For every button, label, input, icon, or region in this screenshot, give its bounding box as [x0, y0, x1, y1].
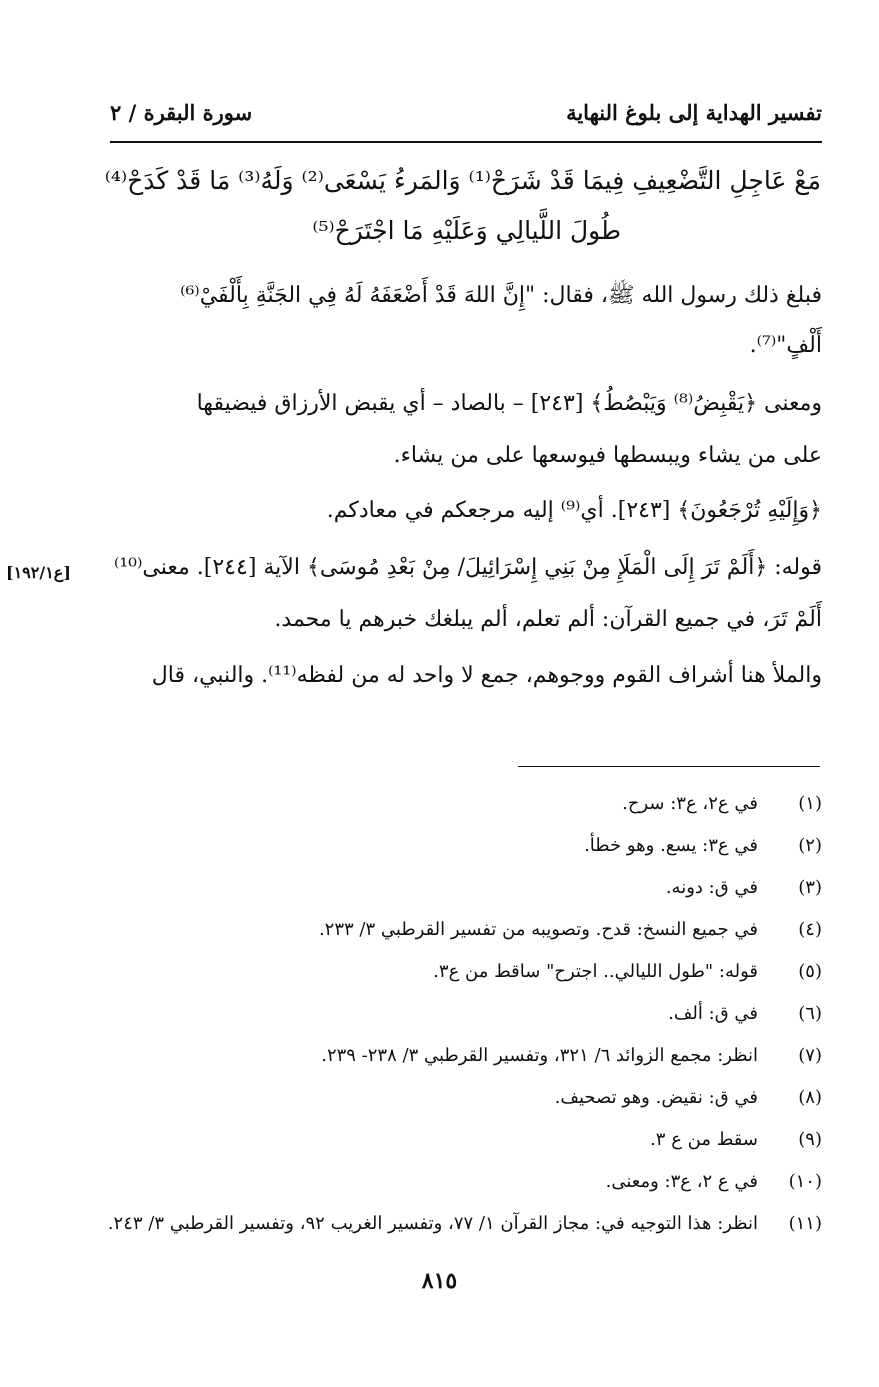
running-header [110, 100, 822, 125]
footnote-number: (٨) [798, 1087, 822, 1108]
footnote-item [110, 877, 822, 919]
footnote-text: انظر: هذا التوجيه في: مجاز القرآن ١/ ٧٧، وتفسير الغريب ٩٢، وتفسير القرطبي ٣/ ٢٤٣. [107, 1213, 758, 1234]
paragraph-return-line: ﴿وَإِلَيْهِ تُرْجَعُونَ﴾ [٢٤٣]. أي⁽⁹⁾ إليه مرجعكم في معادكم. [326, 498, 822, 523]
footnote-item [110, 793, 822, 835]
footnote-text: قوله: "طول الليالي.. اجترح" ساقط من ع٣. [433, 961, 758, 982]
surah-title: سورة البقرة / ٢ [110, 100, 253, 125]
footnote-text: في ع٣: يسع. وهو خطأ. [584, 835, 758, 856]
footnote-item [110, 1171, 822, 1213]
footnote-number: (٦) [798, 1003, 822, 1024]
paragraph-verse-quote-line-1: قوله: ﴿أَلَمْ تَرَ إِلَى الْمَلَإِ مِنْ بَنِي إِسْرَائِيلَ/ مِنْ بَعْدِ مُوسَى﴾ الآية [٢٤٤]. معنى⁽¹⁰⁾ [113, 555, 822, 580]
footnotes-list [107, 793, 822, 1255]
footnote-number: (٧) [798, 1045, 822, 1066]
footnote-text: سقط من ع ٣. [650, 1129, 758, 1150]
footnote-item [110, 1003, 822, 1045]
verse-line-2: طُولَ اللَّيالِي وَعَلَيْهِ مَا اجْتَرَحْ⁽⁵⁾ [312, 216, 621, 245]
paragraph-mala-line: والملأ هنا أشراف القوم ووجوهم، جمع لا واحد له من لفظه⁽¹¹⁾. والنبي، قال [151, 663, 822, 688]
footnote-number: (٥) [798, 961, 822, 982]
footnote-rule [518, 766, 820, 767]
paragraph-hadith-line-1: فبلغ ذلك رسول الله ﷺ، فقال: "إِنَّ اللهَ قَدْ أَضْعَفَهُ لَهُ فِي الجَنَّةِ بِأَلْفَيْ⁽⁶⁾ [180, 283, 822, 308]
footnote-number: (١١) [788, 1213, 822, 1234]
footnote-text: في ق: ألف. [668, 1003, 758, 1024]
footnote-text: في ع ٢، ع٣: ومعنى. [605, 1171, 758, 1192]
footnote-text: في ق: نقيض. وهو تصحيف. [554, 1087, 758, 1108]
footnote-item [110, 961, 822, 1003]
paragraph-hadith-line-2: أَلْفٍ"⁽⁷⁾. [749, 333, 822, 358]
footnote-item [110, 1129, 822, 1171]
footnote-text: في ق: دونه. [665, 877, 758, 898]
footnote-item [110, 919, 822, 961]
footnote-number: (٤) [798, 919, 822, 940]
footnote-text: في جميع النسخ: قدح. وتصويبه من تفسير القرطبي ٣/ ٢٣٣. [318, 919, 758, 940]
footnote-text: في ع٢، ع٣: سرح. [622, 793, 758, 814]
paragraph-verse-quote-line-2: أَلَمْ تَرَ، في جميع القرآن: ألم تعلم، ألم يبلغك خبرهم يا محمد. [274, 607, 822, 632]
paragraph-meaning-line-1: ومعنى ﴿يَقْبِضُ⁽⁸⁾ وَيَبْصُطُ﴾ [٢٤٣] – بالصاد – أي يقبض الأرزاق فيضيقها [196, 391, 822, 416]
manuscript-margin-note: [ع١٩٢/١] [6, 563, 71, 582]
footnote-number: (٩) [798, 1129, 822, 1150]
paragraph-meaning-line-2: على من يشاء ويبسطها فيوسعها على من يشاء. [393, 443, 822, 468]
footnote-item [110, 1045, 822, 1087]
book-title: تفسير الهداية إلى بلوغ النهاية [566, 100, 822, 125]
page-number: ٨١٥ [421, 1268, 458, 1294]
footnote-number: (٣) [798, 877, 822, 898]
footnote-number: (١) [798, 793, 822, 814]
verse-line-1: مَعْ عَاجِلِ التَّضْعِيفِ فِيمَا قَدْ شَرَحْ⁽¹⁾ وَالمَرءُ يَسْعَى⁽²⁾ وَلَهُ⁽³⁾ مَا قَدْ كَدَحْ⁽⁴⁾ [104, 166, 821, 195]
footnote-item [110, 1087, 822, 1129]
footnote-number: (٢) [798, 835, 822, 856]
header-rule [110, 141, 822, 143]
footnote-item [107, 1213, 822, 1255]
footnote-text: انظر: مجمع الزوائد ٦/ ٣٢١، وتفسير القرطبي ٣/ ٢٣٨- ٢٣٩. [321, 1045, 758, 1066]
footnote-number: (١٠) [788, 1171, 822, 1192]
footnote-item [110, 835, 822, 877]
